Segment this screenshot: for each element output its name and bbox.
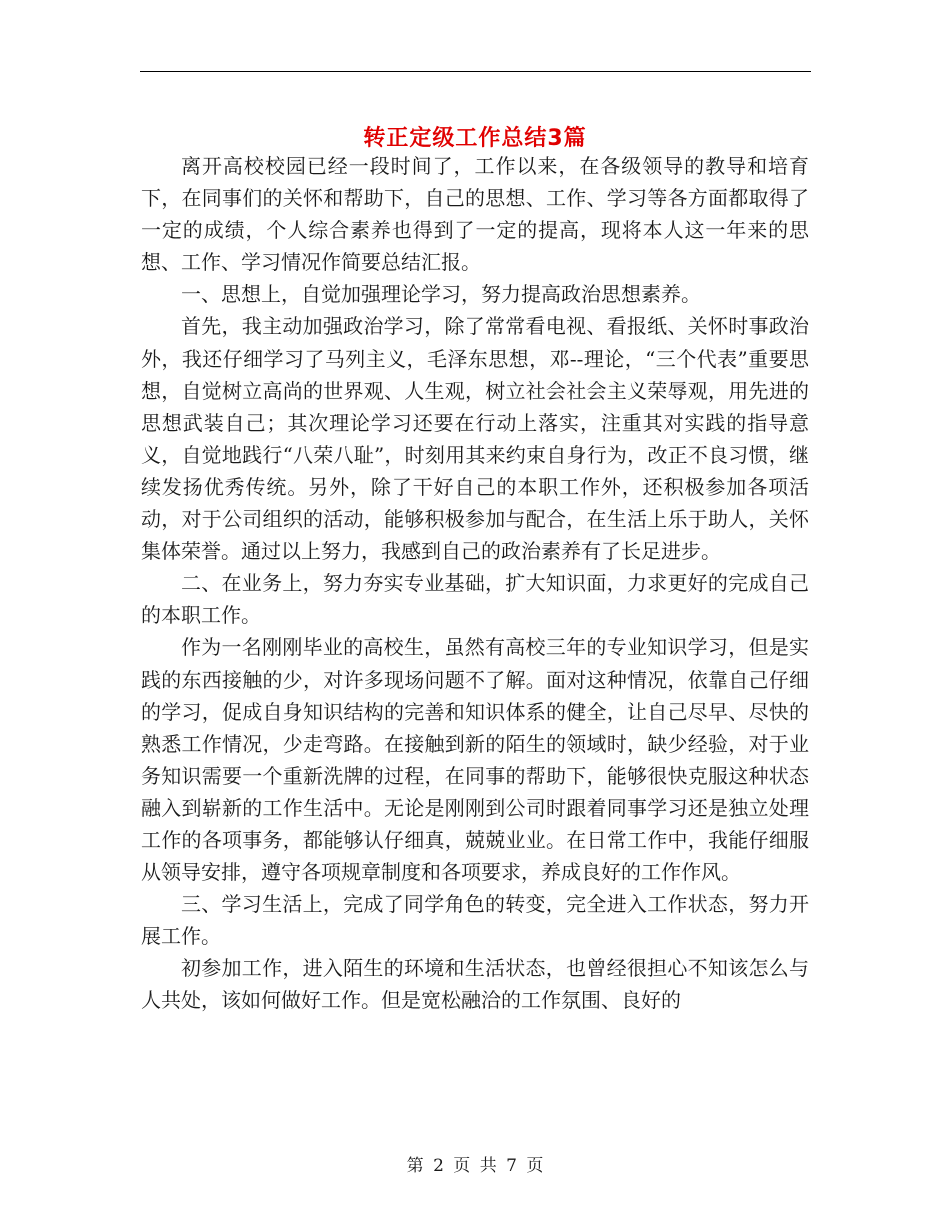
paragraph-ideology: 首先，我主动加强政治学习，除了常常看电视、看报纸、关怀时事政治外，我还仔细学习了马列主义，毛泽东思想，邓--理论，“三个代表”重要思想，自觉树立高尚的世界观、人生观，树立社会社会主义荣辱观，用先进的思想武装自己；其次理论学习还要在行动上落实，注重其对实践的指导意义，自觉地践行“八荣八耻”，时刻用其来约束自身行为，改正不良习惯，继续发扬优秀传统。另外，除了干好自己的本职工作外，还积极参加各项活动，对于公司组织的活动，能够积极参加与配合，在生活上乐于助人，关怀集体荣誉。通过以上努力，我感到自己的政治素养有了长足进步。 [141,314,809,564]
document-body [141,150,809,1017]
document-title: 转正定级工作总结3篇 [363,125,587,151]
heading-business: 二、在业务上，努力夯实专业基础，扩大知识面，力求更好的完成自己的本职工作。 [141,571,809,628]
header-rule [140,71,811,72]
paragraph-business: 作为一名刚刚毕业的高校生，虽然有高校三年的专业知识学习，但是实践的东西接触的少，对许多现场问题不了解。面对这种情况，依靠自己仔细的学习，促成自身知识结构的完善和知识体系的健全，让自己尽早、尽快的熟悉工作情况，少走弯路。在接触到新的陌生的领域时，缺少经验，对于业务知识需要一个重新洗牌的过程，在同事的帮助下，能够很快克服这种状态融入到崭新的工作生活中。无论是刚刚到公司时跟着同事学习还是独立处理工作的各项事务，都能够认仔细真，兢兢业业。在日常工作中，我能仔细服从领导安排，遵守各项规章制度和各项要求，养成良好的工作作风。 [141,635,809,885]
paragraph-study-life: 初参加工作，进入陌生的环境和生活状态，也曾经很担心不知该怎么与人共处，该如何做好工作。但是宽松融洽的工作氛围、良好的 [141,956,809,1013]
paragraph-intro: 离开高校校园已经一段时间了，工作以来，在各级领导的教导和培育下，在同事们的关怀和帮助下，自己的思想、工作、学习等各方面都取得了一定的成绩，个人综合素养也得到了一定的提高，现将本人这一年来的思想、工作、学习情况作简要总结汇报。 [141,154,809,275]
heading-ideology: 一、思想上，自觉加强理论学习，努力提高政治思想素养。 [181,282,701,307]
heading-study-life: 三、学习生活上，完成了同学角色的转变，完全进入工作状态，努力开展工作。 [141,892,809,949]
page-footer: 第 2 页 共 7 页 [406,1156,544,1176]
